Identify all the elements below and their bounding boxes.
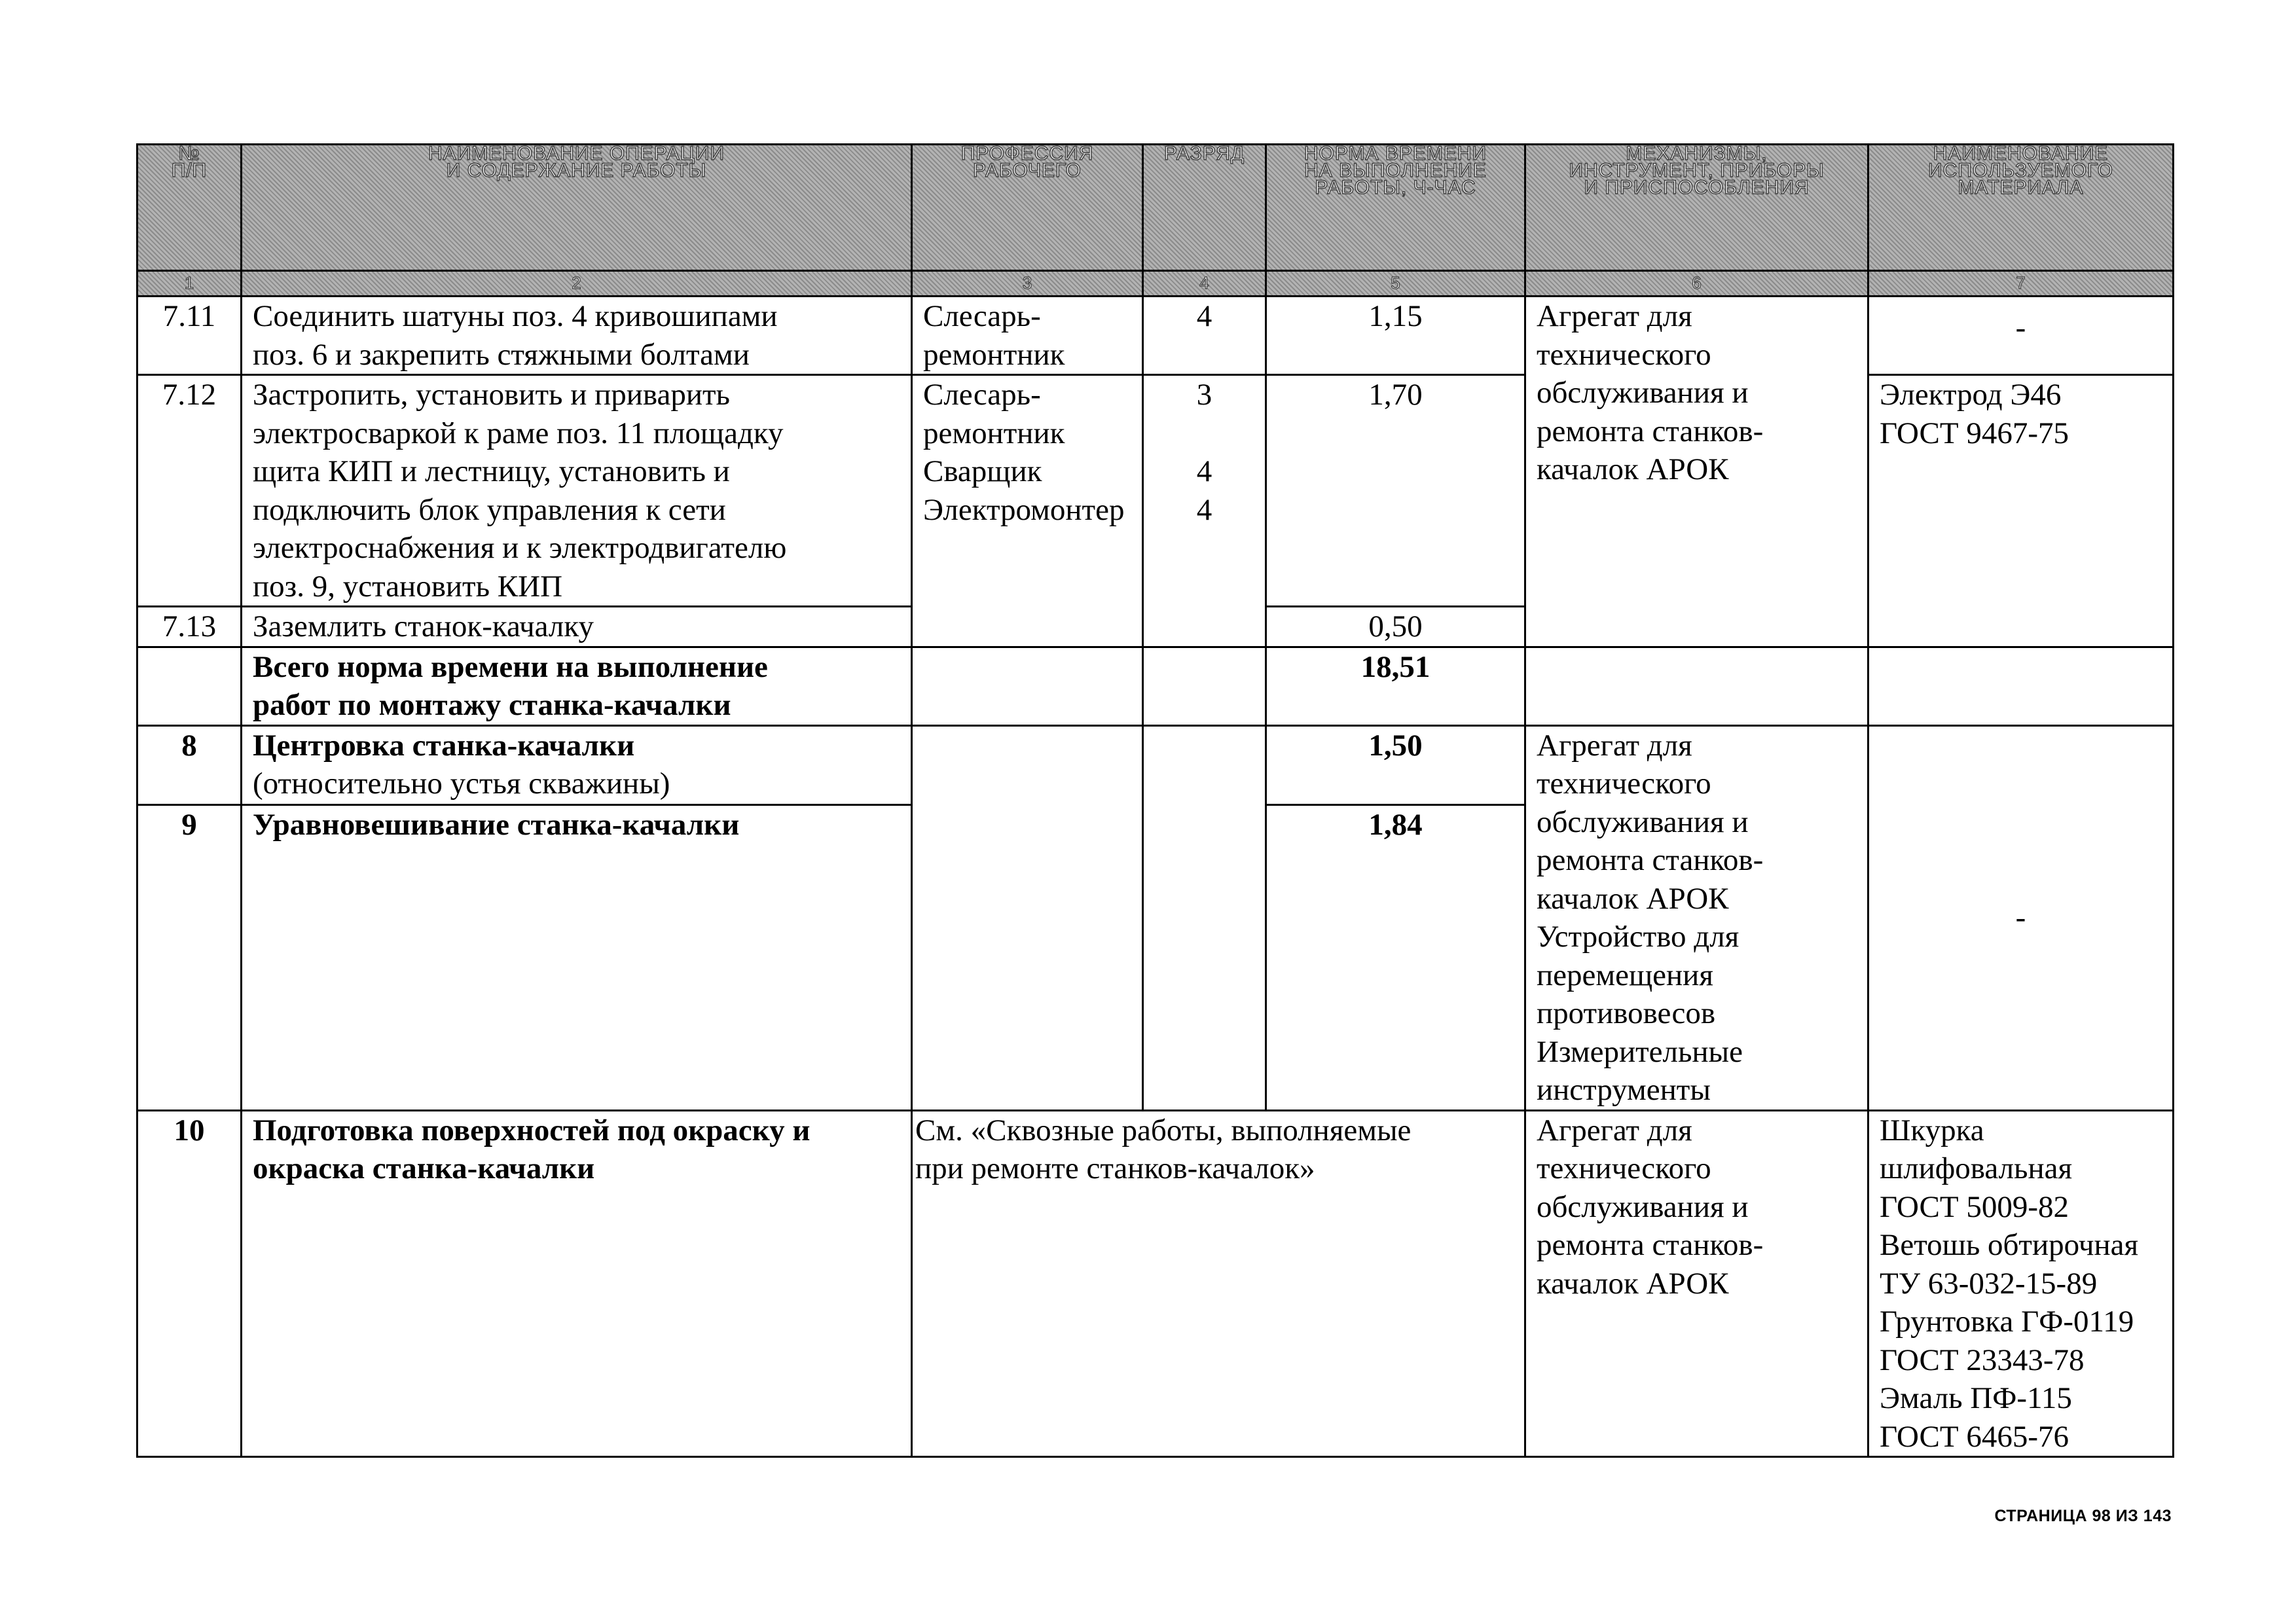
text-line: МАТЕРИАЛА	[1958, 177, 2084, 198]
mechanisms-text	[1525, 1110, 1868, 1457]
text-line: ПРОФЕССИЯ	[960, 143, 1094, 164]
empty-cell	[1143, 647, 1266, 725]
material-text	[1868, 297, 2174, 375]
text-line: Измерительные	[1537, 1034, 1743, 1069]
operation-text: Заземлить станок-качалку	[242, 607, 912, 647]
text-line: Застропить, установить и приварить	[253, 378, 730, 412]
text-line: ремонта станков-	[1537, 1228, 1764, 1262]
text-line: П/П	[171, 160, 208, 181]
text-line: обслуживания и	[1537, 1189, 1749, 1224]
text-line: Устройство для	[1537, 920, 1740, 954]
text-line: Слесарь-	[923, 299, 1041, 333]
text-line: И СОДЕРЖАНИЕ РАБОТЫ	[446, 160, 707, 181]
grade-value: 4	[1143, 297, 1266, 375]
total-time-norm: 18,51	[1266, 647, 1525, 725]
column-number: 5	[1266, 271, 1525, 297]
empty-cell	[137, 647, 242, 725]
header-material	[1868, 145, 2174, 271]
header-profession	[912, 145, 1143, 271]
mechanisms-text	[1525, 297, 1868, 647]
column-number: 1	[137, 271, 242, 297]
header-number	[137, 145, 242, 271]
time-norm-value: 0,50	[1266, 607, 1525, 647]
text-line: обслуживания и	[1537, 376, 1749, 410]
text-line: Слесарь-	[923, 378, 1041, 412]
text-line: технического	[1537, 337, 1711, 372]
profession-text	[912, 297, 1143, 375]
text-line: Агрегат для	[1537, 1113, 1692, 1147]
text-line: обслуживания и	[1537, 804, 1749, 839]
text-line: ИНСТРУМЕНТ, ПРИБОРЫ	[1569, 160, 1825, 181]
time-norm-value: 1,70	[1266, 375, 1525, 607]
text-line: Ветошь обтирочная	[1880, 1228, 2139, 1262]
text-line: НАИМЕНОВАНИЕ	[1933, 143, 2109, 164]
text-line: работ по монтажу станка-качалки	[253, 688, 731, 722]
text-line: Сварщик	[923, 454, 1042, 488]
profession-text	[912, 375, 1143, 647]
time-norm-value: 1,50	[1266, 725, 1525, 805]
empty-cell	[1525, 647, 1868, 725]
operation-text: Уравновешивание станка-качалки	[242, 805, 912, 1110]
material-text	[1868, 1110, 2174, 1457]
header-operation	[242, 145, 912, 271]
text-line: ремонтник	[923, 337, 1065, 372]
empty-cell	[912, 647, 1143, 725]
text-line: поз. 9, установить КИП	[253, 569, 563, 604]
operation-note: (относительно устья скважины)	[253, 767, 670, 801]
row-number: 10	[137, 1110, 242, 1457]
header-time-norm	[1266, 145, 1525, 271]
text-line: технического	[1537, 1151, 1711, 1185]
total-row	[137, 647, 2174, 725]
text-line: качалок АРОК	[1537, 1266, 1729, 1301]
table-row	[137, 725, 2174, 805]
column-number-row	[137, 271, 2174, 297]
reference-note	[912, 1110, 1525, 1457]
text-line: ремонта станков-	[1537, 843, 1764, 877]
time-norm-value: 1,15	[1266, 297, 1525, 375]
operation-text	[242, 297, 912, 375]
material-text	[1868, 725, 2174, 1110]
header-mechanisms	[1525, 145, 1868, 271]
text-line: Шкурка	[1880, 1113, 1984, 1147]
text-line: технического	[1537, 767, 1711, 801]
text-line: инструменты	[1537, 1073, 1711, 1107]
text-line	[1154, 414, 1254, 453]
text-line: Всего норма времени на выполнение	[253, 649, 768, 684]
text-line: РАБОТЫ, Ч-ЧАС	[1315, 177, 1476, 198]
text-line: Электрод Э46	[1880, 378, 2062, 412]
text-line: См. «Сквозные работы, выполняемые	[915, 1113, 1412, 1147]
text-line: ГОСТ 5009-82	[1880, 1189, 2069, 1224]
empty-cell	[1868, 647, 2174, 725]
text-line: окраска станка-качалки	[253, 1151, 595, 1185]
text-line: ТУ 63-032-15-89	[1880, 1266, 2098, 1301]
material-text	[1868, 375, 2174, 647]
empty-cell	[1143, 725, 1266, 1110]
header-row	[137, 145, 2174, 271]
text-line: Соединить шатуны поз. 4 кривошипами	[253, 299, 778, 333]
text-line: шлифовальная	[1880, 1151, 2073, 1185]
work-operations-table	[136, 143, 2174, 1458]
text-line: Эмаль ПФ-115	[1880, 1381, 2072, 1415]
row-number: 9	[137, 805, 242, 1110]
table-row	[137, 297, 2174, 375]
text-line: Подготовка поверхностей под окраску и	[253, 1113, 811, 1147]
operation-title: Центровка станка-качалки	[253, 728, 635, 763]
text-line: противовесов	[1537, 996, 1716, 1030]
material-dash: -	[2015, 900, 2026, 935]
table-row	[137, 1110, 2174, 1457]
text-line: 4	[1196, 454, 1212, 488]
time-norm-value: 1,84	[1266, 805, 1525, 1110]
text-line: качалок АРОК	[1537, 452, 1729, 486]
text-line: РАЗРЯД	[1163, 143, 1245, 164]
column-number: 3	[912, 271, 1143, 297]
total-label	[242, 647, 912, 725]
row-number: 7.12	[137, 375, 242, 607]
row-number: 8	[137, 725, 242, 805]
text-line: Агрегат для	[1537, 728, 1692, 763]
text-line: подключить блок управления к сети	[253, 492, 726, 527]
header-grade	[1143, 145, 1266, 271]
text-line: Электромонтер	[923, 492, 1125, 527]
text-line: ГОСТ 9467-75	[1880, 416, 2069, 450]
text-line: перемещения	[1537, 958, 1713, 992]
operation-text	[242, 375, 912, 607]
grade-value	[1143, 375, 1266, 647]
text-line: ИСПОЛЬЗУЕМОГО	[1928, 160, 2113, 181]
text-line: И ПРИСПОСОБЛЕНИЯ	[1584, 177, 1810, 198]
text-line: при ремонте станков-качалок»	[915, 1151, 1315, 1185]
text-line: ремонтник	[923, 416, 1065, 450]
text-line: электросваркой к раме поз. 11 площадку	[253, 416, 784, 450]
operation-text	[242, 725, 912, 805]
text-line: щита КИП и лестницу, установить и	[253, 454, 730, 488]
material-dash: -	[2015, 311, 2026, 345]
text-line: ремонта станков-	[1537, 414, 1764, 448]
text-line: 4	[1196, 492, 1212, 527]
text-line: НАИМЕНОВАНИЕ ОПЕРАЦИИ	[428, 143, 725, 164]
text-line: электроснабжения и к электродвигателю	[253, 531, 787, 565]
text-line: НА ВЫПОЛНЕНИЕ	[1304, 160, 1487, 181]
text-line: №	[178, 143, 200, 164]
operation-text	[242, 1110, 912, 1457]
mechanisms-text	[1525, 725, 1868, 1110]
text-line: ГОСТ 6465-76	[1880, 1419, 2069, 1454]
text-line: 3	[1196, 378, 1212, 412]
text-line: МЕХАНИЗМЫ,	[1626, 143, 1768, 164]
column-number: 4	[1143, 271, 1266, 297]
column-number: 7	[1868, 271, 2174, 297]
text-line: поз. 6 и закрепить стяжными болтами	[253, 337, 750, 372]
row-number: 7.11	[137, 297, 242, 375]
table-row	[137, 375, 2174, 607]
text-line: РАБОЧЕГО	[973, 160, 1082, 181]
row-number: 7.13	[137, 607, 242, 647]
text-line: НОРМА ВРЕМЕНИ	[1303, 143, 1487, 164]
text-line: Агрегат для	[1537, 299, 1692, 333]
text-line: ГОСТ 23343-78	[1880, 1343, 2085, 1377]
page-number: СТРАНИЦА 98 ИЗ 143	[1994, 1507, 2172, 1525]
text-line: Грунтовка ГФ-0119	[1880, 1305, 2134, 1339]
empty-cell	[912, 725, 1143, 1110]
column-number: 2	[242, 271, 912, 297]
text-line: качалок АРОК	[1537, 881, 1729, 916]
column-number: 6	[1525, 271, 1868, 297]
